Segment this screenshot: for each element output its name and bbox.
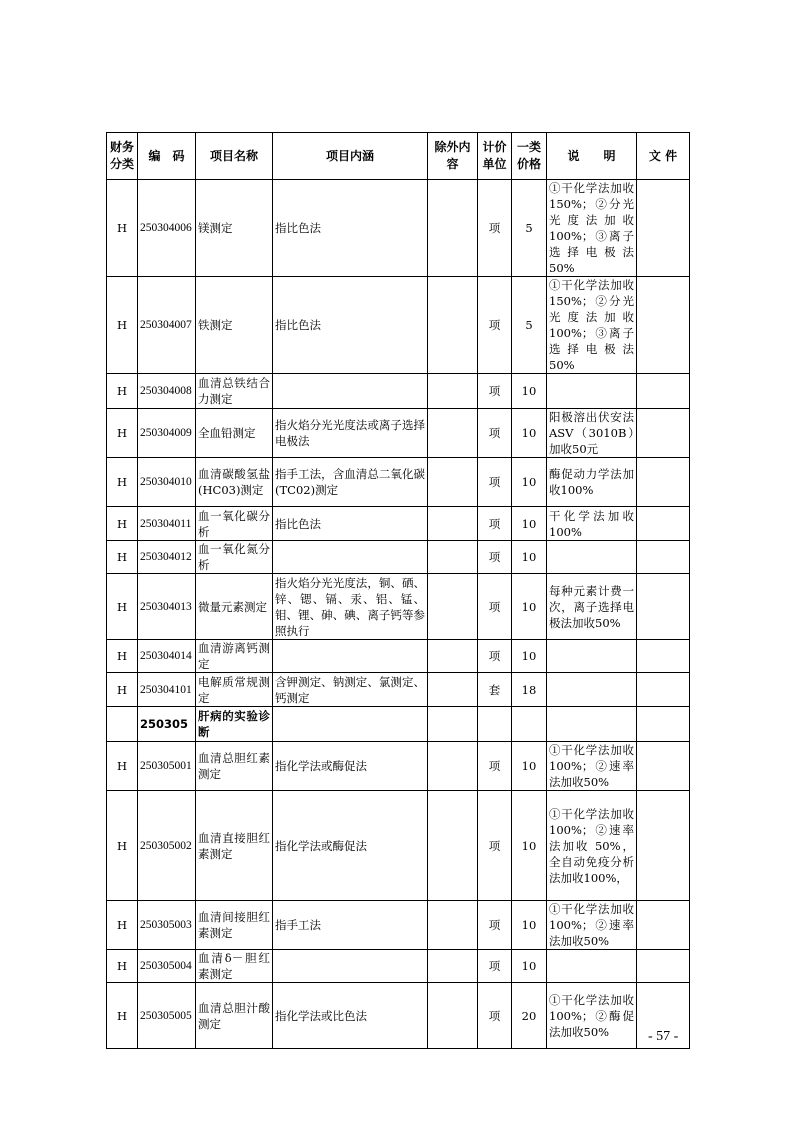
cell-exclude [428, 507, 478, 541]
cell-content [273, 707, 428, 742]
cell-unit [478, 707, 512, 742]
cell-exclude [428, 640, 478, 673]
header-price: 一类价格 [512, 133, 547, 180]
cell-name: 血清间接胆红素测定 [196, 901, 273, 950]
cell-code: 250304012 [138, 541, 196, 574]
cell-unit: 项 [478, 983, 512, 1049]
cell-exclude [428, 673, 478, 707]
cell-name: 血清碳酸氢盐(HC03)测定 [196, 458, 273, 507]
cell-category: H [107, 791, 138, 901]
cell-unit: 项 [478, 791, 512, 901]
cell-price: 5 [512, 180, 547, 277]
cell-price: 10 [512, 374, 547, 409]
cell-category: H [107, 507, 138, 541]
cell-file [637, 541, 690, 574]
header-name: 项目名称 [196, 133, 273, 180]
cell-code: 250305005 [138, 983, 196, 1049]
table-row [107, 742, 690, 791]
cell-note: ①干化学法加收 100%；②速率法加收 50%，全自动免疫分析法加收100%， [547, 791, 637, 901]
cell-name: 全血铅测定 [196, 409, 273, 458]
cell-file [637, 277, 690, 374]
cell-code: 250304008 [138, 374, 196, 409]
cell-code: 250305003 [138, 901, 196, 950]
cell-note: ①干化学法加收 100%；②酶促法加收50% [547, 983, 637, 1049]
cell-exclude [428, 791, 478, 901]
cell-content: 指手工法 [273, 901, 428, 950]
header-unit: 计价单位 [478, 133, 512, 180]
table-row [107, 541, 690, 574]
cell-price: 10 [512, 574, 547, 640]
cell-content: 指比色法 [273, 180, 428, 277]
cell-name: 血清总铁结合力测定 [196, 374, 273, 409]
cell-code: 250305002 [138, 791, 196, 901]
cell-price: 10 [512, 458, 547, 507]
cell-content: 指比色法 [273, 507, 428, 541]
cell-price: 20 [512, 983, 547, 1049]
cell-code: 250305001 [138, 742, 196, 791]
cell-category: H [107, 374, 138, 409]
cell-note: 每种元素计费一次，离子选择电极法加收50% [547, 574, 637, 640]
cell-name: 血一氧化氮分析 [196, 541, 273, 574]
cell-exclude [428, 983, 478, 1049]
cell-code: 250305004 [138, 950, 196, 983]
cell-category: H [107, 983, 138, 1049]
cell-name: 血一氧化碳分析 [196, 507, 273, 541]
cell-content [273, 950, 428, 983]
cell-content [273, 541, 428, 574]
table-row [107, 640, 690, 673]
cell-category: H [107, 180, 138, 277]
cell-code: 250304009 [138, 409, 196, 458]
cell-unit: 项 [478, 458, 512, 507]
cell-note [547, 541, 637, 574]
cell-price: 10 [512, 507, 547, 541]
cell-note [547, 707, 637, 742]
cell-exclude [428, 901, 478, 950]
table-row [107, 901, 690, 950]
cell-price: 10 [512, 950, 547, 983]
cell-file [637, 791, 690, 901]
cell-unit: 项 [478, 901, 512, 950]
cell-category: H [107, 458, 138, 507]
cell-file [637, 574, 690, 640]
table-row [107, 574, 690, 640]
page-number: - 57 - [648, 1029, 679, 1044]
cell-price: 10 [512, 409, 547, 458]
cell-price: 10 [512, 901, 547, 950]
cell-name: 镁测定 [196, 180, 273, 277]
cell-note: ①干化学法加收 150%；②分光光度法加收100%；③离子选择电极法 50% [547, 277, 637, 374]
cell-category: H [107, 409, 138, 458]
cell-price: 10 [512, 791, 547, 901]
cell-exclude [428, 180, 478, 277]
cell-category: H [107, 742, 138, 791]
cell-unit: 项 [478, 180, 512, 277]
cell-exclude [428, 707, 478, 742]
cell-name: 血清总胆汁酸测定 [196, 983, 273, 1049]
cell-category [107, 707, 138, 742]
cell-price: 10 [512, 541, 547, 574]
cell-code: 250304101 [138, 673, 196, 707]
cell-name: 血清直接胆红素测定 [196, 791, 273, 901]
table-header-row [107, 133, 690, 180]
table-row [107, 374, 690, 409]
cell-file [637, 640, 690, 673]
cell-exclude [428, 574, 478, 640]
cell-unit: 项 [478, 742, 512, 791]
cell-code: 250304006 [138, 180, 196, 277]
cell-price: 10 [512, 742, 547, 791]
table-row [107, 950, 690, 983]
table-row [107, 507, 690, 541]
cell-category: H [107, 673, 138, 707]
cell-unit: 项 [478, 640, 512, 673]
cell-exclude [428, 458, 478, 507]
cell-code: 250304007 [138, 277, 196, 374]
cell-note [547, 640, 637, 673]
cell-file [637, 180, 690, 277]
cell-content: 指火焰分光光度法，铜、硒、锌、锶、镉、汞、铝、锰、钼、锂、砷、碘、离子钙等参照执行 [273, 574, 428, 640]
cell-price: 10 [512, 640, 547, 673]
header-code: 编 码 [138, 133, 196, 180]
section-row [107, 707, 690, 742]
cell-note: 干化学法加收100% [547, 507, 637, 541]
cell-content: 指火焰分光光度法或离子选择电极法 [273, 409, 428, 458]
cell-unit: 项 [478, 507, 512, 541]
cell-name: 铁测定 [196, 277, 273, 374]
header-content: 项目内涵 [273, 133, 428, 180]
cell-code: 250305 [138, 707, 196, 742]
table-row [107, 983, 690, 1049]
cell-content: 指化学法或酶促法 [273, 742, 428, 791]
cell-file [637, 707, 690, 742]
cell-unit: 项 [478, 541, 512, 574]
header-exclude: 除外内容 [428, 133, 478, 180]
cell-category: H [107, 541, 138, 574]
cell-file [637, 742, 690, 791]
table-row [107, 458, 690, 507]
table-row [107, 277, 690, 374]
cell-content: 指化学法或比色法 [273, 983, 428, 1049]
cell-name: 微量元素测定 [196, 574, 273, 640]
cell-exclude [428, 374, 478, 409]
cell-category: H [107, 950, 138, 983]
cell-name: 血清总胆红素测定 [196, 742, 273, 791]
cell-unit: 项 [478, 409, 512, 458]
cell-file [637, 507, 690, 541]
table-row [107, 791, 690, 901]
cell-category: H [107, 640, 138, 673]
cell-content: 含钾测定、钠测定、氯测定、钙测定 [273, 673, 428, 707]
pricing-table [106, 132, 690, 1049]
table-row [107, 409, 690, 458]
cell-exclude [428, 541, 478, 574]
header-file: 文 件 [637, 133, 690, 180]
cell-unit: 项 [478, 574, 512, 640]
cell-name: 电解质常规测定 [196, 673, 273, 707]
cell-category: H [107, 574, 138, 640]
cell-category: H [107, 901, 138, 950]
cell-file [637, 374, 690, 409]
cell-code: 250304013 [138, 574, 196, 640]
table-row [107, 673, 690, 707]
cell-content: 指比色法 [273, 277, 428, 374]
cell-content [273, 374, 428, 409]
cell-price: 18 [512, 673, 547, 707]
cell-note [547, 374, 637, 409]
cell-note [547, 673, 637, 707]
table-row [107, 180, 690, 277]
cell-code: 250304011 [138, 507, 196, 541]
cell-name: 血清δ－胆红素测定 [196, 950, 273, 983]
cell-content: 指手工法，含血清总二氧化碳(TC02)测定 [273, 458, 428, 507]
cell-file [637, 901, 690, 950]
cell-note: 阳极溶出伏安法ASV（3010B）加收50元 [547, 409, 637, 458]
header-note: 说 明 [547, 133, 637, 180]
cell-unit: 项 [478, 950, 512, 983]
cell-file [637, 950, 690, 983]
cell-note: ①干化学法加收 100%；②速率法加收50% [547, 901, 637, 950]
cell-name: 肝病的实验诊断 [196, 707, 273, 742]
header-category: 财务分类 [107, 133, 138, 180]
cell-exclude [428, 742, 478, 791]
cell-exclude [428, 277, 478, 374]
cell-file [637, 673, 690, 707]
cell-unit: 套 [478, 673, 512, 707]
cell-name: 血清游离钙测定 [196, 640, 273, 673]
cell-code: 250304014 [138, 640, 196, 673]
cell-exclude [428, 409, 478, 458]
cell-unit: 项 [478, 277, 512, 374]
cell-code: 250304010 [138, 458, 196, 507]
cell-file [637, 458, 690, 507]
cell-note [547, 950, 637, 983]
cell-exclude [428, 950, 478, 983]
cell-price: 5 [512, 277, 547, 374]
cell-category: H [107, 277, 138, 374]
cell-content [273, 640, 428, 673]
cell-price [512, 707, 547, 742]
cell-note: ①干化学法加收 100%；②速率法加收50% [547, 742, 637, 791]
cell-note: ①干化学法加收 150%；②分光光度法加收100%；③离子选择电极法 50% [547, 180, 637, 277]
cell-file [637, 409, 690, 458]
cell-content: 指化学法或酶促法 [273, 791, 428, 901]
cell-unit: 项 [478, 374, 512, 409]
cell-note: 酶促动力学法加收100% [547, 458, 637, 507]
